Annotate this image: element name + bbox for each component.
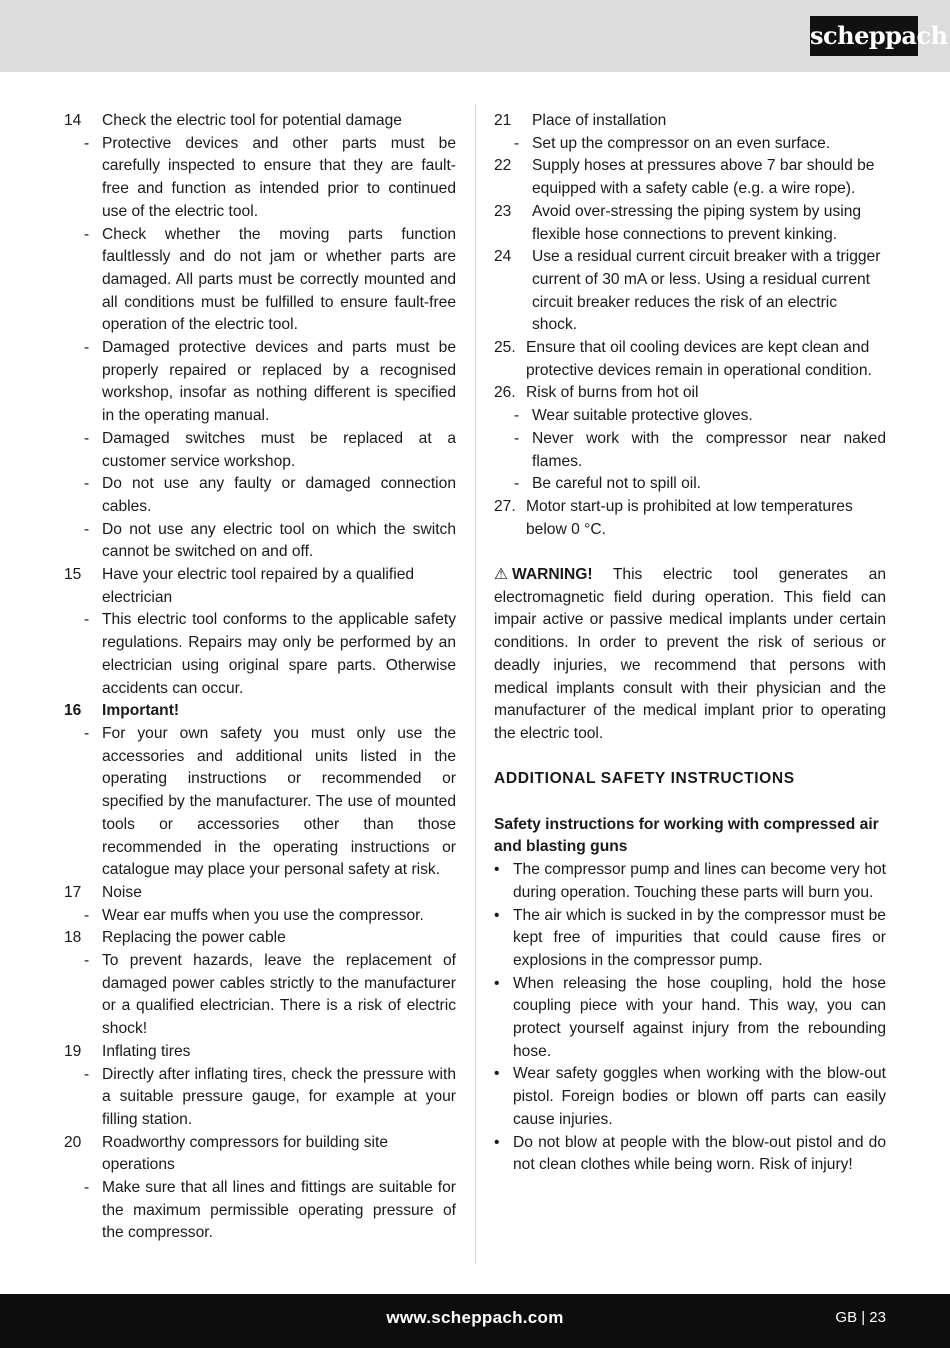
bullet-item — [494, 905, 886, 973]
section-heading: ADDITIONAL SAFETY INSTRUCTIONS — [494, 770, 795, 788]
numbered-item — [64, 1041, 456, 1064]
dash-marker: - — [514, 429, 520, 447]
dash-marker: - — [84, 520, 90, 538]
bullet-marker: • — [494, 906, 500, 924]
bullet-marker: • — [494, 974, 500, 992]
item-text: Replacing the power cable — [102, 929, 286, 947]
bullet-list — [494, 859, 886, 1177]
numbered-item — [494, 337, 886, 382]
sub-item — [494, 133, 886, 156]
numbered-item — [64, 1132, 456, 1177]
item-text: Supply hoses at pressures above 7 bar should be equipped with a safety cable (e.g. a wire rope). — [532, 157, 875, 198]
bullet-marker: • — [494, 861, 500, 879]
item-text: Ensure that oil cooling devices are kept clean and protective devices remain in operational condition. — [526, 339, 872, 379]
dash-marker: - — [84, 952, 90, 970]
sub-item-text: Do not use any faulty or damaged connection cables. — [102, 475, 456, 515]
numbered-item — [64, 700, 456, 723]
dash-marker: - — [84, 1179, 90, 1197]
item-number: 27. — [494, 497, 516, 515]
bullet-marker: • — [494, 1065, 500, 1083]
item-number: 14 — [64, 112, 82, 129]
dash-marker: - — [514, 134, 520, 152]
sub-item — [64, 905, 456, 928]
header-bar — [0, 0, 950, 72]
sub-item-text: Be careful not to spill oil. — [532, 475, 702, 493]
bullet-item — [494, 859, 886, 904]
item-number: 18 — [64, 929, 82, 947]
item-text: Avoid over-stressing the piping system by using flexible hose connections to prevent kinking. — [532, 202, 862, 243]
warning-paragraph — [494, 564, 886, 746]
sub-item — [64, 519, 456, 564]
dash-marker: - — [84, 906, 90, 924]
item-number: 26. — [494, 384, 516, 402]
item-number: 19 — [64, 1042, 82, 1060]
sub-item-text: Damaged switches must be replaced at a customer service workshop. — [102, 429, 456, 470]
dash-marker: - — [84, 429, 90, 447]
item-number: 16 — [64, 702, 82, 720]
sub-item — [64, 133, 456, 224]
sub-item-text: Check whether the moving parts function faultlessly and do not jam or whether parts are damaged. All parts must be correctly mounted and all conditions must be fulfilled to ensure fault-free operation of the electric tool. — [102, 225, 456, 334]
numbered-item — [494, 246, 886, 337]
item-text: Inflating tires — [102, 1042, 191, 1060]
left-column — [64, 110, 456, 1245]
bullet-item — [494, 1132, 886, 1177]
dash-marker: - — [84, 1065, 90, 1083]
bullet-text: Do not blow at people with the blow-out pistol and do not clean clothes while being worn. Risk of injury! — [513, 1133, 886, 1174]
dash-marker: - — [84, 611, 90, 629]
sub-item — [494, 428, 886, 473]
sub-item — [64, 1064, 456, 1132]
sub-item-text: Make sure that all lines and fittings are suitable for the maximum permissible operating pressure of the compressor. — [102, 1179, 456, 1242]
dash-marker: - — [84, 225, 90, 243]
sub-item — [64, 723, 456, 882]
item-text: Place of installation — [532, 112, 667, 129]
bullet-marker: • — [494, 1133, 500, 1151]
numbered-item — [494, 110, 886, 133]
page-number: GB | 23 — [835, 1309, 886, 1326]
item-number: 17 — [64, 883, 82, 901]
item-number: 15 — [64, 566, 82, 584]
sub-item-text: Set up the compressor on an even surface. — [532, 134, 831, 152]
item-text: Use a residual current circuit breaker with a trigger current of 30 mA or less. Using a residual current circuit breaker reduces the risk of an electric shock. — [532, 248, 881, 334]
sub-item-text: This electric tool conforms to the applicable safety regulations. Repairs may only be performed by an electrician using original spare parts. Otherwise accidents can occur. — [102, 611, 456, 697]
subsection-heading: Safety instructions for working with compressed air and blasting guns — [494, 815, 879, 856]
dash-marker: - — [84, 475, 90, 493]
sub-item-text: Damaged protective devices and parts must be properly repaired or replaced by a recognised workshop, insofar as nothing different is specified in the operating manual. — [102, 339, 456, 425]
item-text: Roadworthy compressors for building site operations — [102, 1133, 389, 1174]
item-text: Have your electric tool repaired by a qualified electrician — [102, 566, 415, 606]
numbered-item — [64, 564, 456, 609]
dash-marker: - — [84, 339, 90, 357]
bullet-text: The compressor pump and lines can become very hot during operation. Touching these parts will burn you. — [513, 861, 886, 901]
right-column — [494, 110, 886, 1177]
sub-item — [64, 428, 456, 473]
item-text: Check the electric tool for potential damage — [102, 112, 402, 129]
sub-item-text: For your own safety you must only use the accessories and additional units listed in the operating instructions or recommended or specified by the manufacturer. The use of mounted tools or accessories other than those recommended in the operating instructions or catalogue may place your personal safety at risk. — [102, 724, 456, 879]
warning-triangle-icon: ⚠ — [494, 566, 508, 584]
item-number: 24 — [494, 248, 512, 266]
dash-marker: - — [84, 134, 90, 152]
sub-item — [64, 609, 456, 700]
numbered-item — [494, 201, 886, 246]
bullet-text: Wear safety goggles when working with the blow-out pistol. Foreign bodies or blown off parts can easily cause injuries. — [513, 1065, 886, 1128]
sub-item-text: Directly after inflating tires, check the pressure with a suitable pressure gauge, for example at your filling station. — [102, 1065, 456, 1128]
sub-item — [64, 337, 456, 428]
sub-item — [494, 405, 886, 428]
footer-bar — [0, 1294, 950, 1348]
column-divider — [475, 104, 476, 1264]
dash-marker: - — [514, 475, 520, 493]
item-number: 23 — [494, 202, 512, 220]
bullet-text: The air which is sucked in by the compressor must be kept free of impurities that could cause fires or explosions in the compressor pump. — [513, 906, 886, 969]
sub-item — [64, 473, 456, 518]
warning-label: WARNING! — [512, 566, 593, 584]
numbered-item — [64, 927, 456, 950]
item-number: 22 — [494, 157, 512, 175]
bullet-item — [494, 1063, 886, 1131]
item-text: Risk of burns from hot oil — [526, 384, 699, 402]
sub-item-text: Never work with the compressor near naked flames. — [532, 429, 886, 470]
item-text: Important! — [102, 702, 180, 720]
sub-item-text: Wear suitable protective gloves. — [532, 407, 753, 425]
numbered-item — [64, 882, 456, 905]
item-number: 21 — [494, 112, 512, 129]
item-text: Noise — [102, 883, 142, 901]
item-number: 20 — [64, 1133, 82, 1151]
sub-item-text: Wear ear muffs when you use the compressor. — [102, 906, 424, 924]
numbered-item — [64, 110, 456, 133]
dash-marker: - — [514, 407, 520, 425]
item-text: Motor start-up is prohibited at low temperatures below 0 °C. — [526, 497, 853, 538]
bullet-item — [494, 973, 886, 1064]
sub-item — [64, 1177, 456, 1245]
sub-item-text: Protective devices and other parts must be carefully inspected to ensure that they are fault-free and function as intended prior to continued use of the electric tool. — [102, 134, 456, 220]
right-numbered-list — [494, 110, 886, 541]
sub-item-text: Do not use any electric tool on which the switch cannot be switched on and off. — [102, 520, 456, 561]
numbered-item — [494, 382, 886, 405]
sub-item — [494, 473, 886, 496]
item-number: 25. — [494, 339, 516, 357]
numbered-item — [494, 496, 886, 541]
sub-item-text: To prevent hazards, leave the replacement of damaged power cables strictly to the manufacturer or a qualified electrician. There is a risk of electric shock! — [102, 952, 456, 1038]
dash-marker: - — [84, 724, 90, 742]
sub-item — [64, 950, 456, 1041]
sub-item — [64, 224, 456, 338]
brand-logo: scheppach — [810, 16, 918, 56]
warning-text: This electric tool generates an electromagnetic field during operation. This field can impair active or passive medical implants under certain conditions. In order to prevent the risk of serious or deadly injuries, we recommend that persons with medical implants consult with their physician and the manufacturer of the medical implant prior to operating the electric tool. — [494, 566, 886, 742]
numbered-item — [494, 155, 886, 200]
bullet-text: When releasing the hose coupling, hold the hose coupling piece with your hand. This way, you can protect yourself against injury from the rebounding hose. — [513, 974, 886, 1060]
website-link[interactable]: www.scheppach.com — [386, 1308, 564, 1327]
